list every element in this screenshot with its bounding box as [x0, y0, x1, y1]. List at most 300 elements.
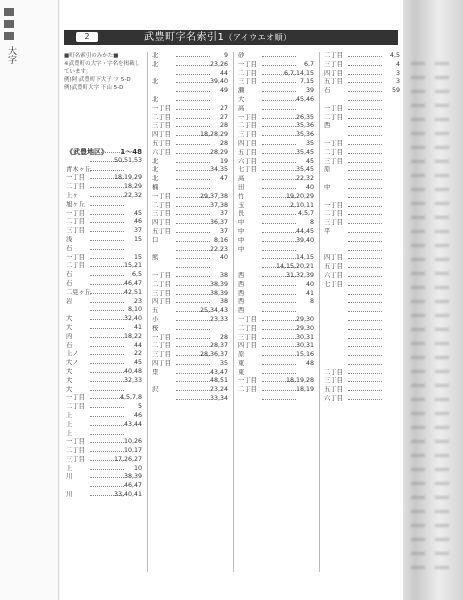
index-entry — [64, 333, 142, 342]
dot-leader — [90, 328, 124, 329]
dot-leader — [176, 232, 210, 233]
entry-pages: 50,51,53 — [113, 156, 142, 164]
index-entry — [322, 386, 400, 395]
dot-leader — [348, 373, 382, 374]
index-entry — [322, 105, 400, 114]
entry-name: 一丁目 — [66, 438, 85, 446]
column-divider — [319, 52, 320, 572]
entry-name: 一丁目 — [238, 315, 257, 323]
entry-pages: 28 — [219, 333, 228, 341]
entry-pages: 39,40 — [295, 236, 314, 244]
entry-name: 中 — [324, 183, 331, 191]
entry-pages: 27 — [219, 113, 228, 121]
dot-leader — [262, 232, 296, 233]
index-entry — [64, 148, 142, 157]
dot-leader — [262, 135, 296, 136]
index-entry — [150, 70, 228, 79]
entry-name: 二丁目 — [238, 386, 257, 394]
entry-name: 三丁目 — [152, 122, 171, 130]
dot-leader — [90, 170, 124, 171]
entry-name: 北 — [152, 175, 159, 183]
dot-leader — [176, 267, 210, 268]
entry-pages: 38,39 — [209, 280, 228, 288]
entry-name: 一丁目 — [66, 209, 85, 217]
entry-pages: 39 — [305, 87, 314, 95]
entry-name: 二丁目 — [238, 69, 257, 77]
entry-name: 二丁目 — [324, 113, 343, 121]
dot-leader — [176, 214, 210, 215]
dot-leader — [176, 170, 210, 171]
entry-pages: 18,28,29 — [199, 131, 228, 139]
dot-leader — [176, 74, 210, 75]
entry-pages: 38 — [219, 298, 228, 306]
entry-pages: 10,26 — [123, 438, 142, 446]
dot-leader — [90, 231, 124, 232]
index-column-3 — [236, 52, 314, 404]
entry-pages: 15 — [133, 235, 142, 243]
column-divider — [147, 52, 148, 572]
entry-name: 長 — [238, 210, 245, 218]
entry-pages: 10 — [133, 464, 142, 472]
entry-pages: 28,37 — [209, 342, 228, 350]
index-entry — [64, 412, 142, 421]
dot-leader — [348, 91, 382, 92]
entry-pages: 37,38 — [209, 201, 228, 209]
index-entry — [322, 377, 400, 386]
dot-leader — [348, 214, 382, 215]
index-entry — [64, 227, 142, 236]
index-entry — [236, 193, 314, 202]
entry-name: 五丁目 — [324, 386, 343, 394]
entry-pages: 17,26,27 — [113, 455, 142, 463]
dot-leader — [262, 338, 296, 339]
entry-name: 一丁目 — [66, 253, 85, 261]
entry-name: 石 — [66, 271, 73, 279]
index-entry — [322, 228, 400, 237]
dot-leader — [348, 197, 382, 198]
entry-name: 上 — [66, 429, 73, 437]
entry-name: 二丁目 — [66, 262, 85, 270]
entry-name: 石 — [66, 244, 73, 252]
entry-name: 北 — [152, 60, 159, 68]
index-entry — [150, 175, 228, 184]
dot-leader — [90, 416, 124, 417]
index-entry — [322, 246, 400, 255]
entry-pages: 29,37,38 — [199, 192, 228, 200]
index-entry — [150, 377, 228, 386]
dot-leader — [90, 222, 124, 223]
index-entry — [150, 61, 228, 70]
entry-name: 三丁目 — [152, 351, 171, 359]
index-entry — [236, 263, 314, 272]
dot-leader — [176, 241, 210, 242]
entry-pages: 23,33 — [209, 315, 228, 323]
index-entry — [236, 122, 314, 131]
dot-leader — [90, 381, 124, 382]
dot-leader — [90, 477, 124, 478]
entry-name: 川 — [66, 473, 73, 481]
index-entry — [322, 140, 400, 149]
entry-name: 中 — [238, 219, 245, 227]
dot-leader — [348, 206, 382, 207]
next-page-edge — [403, 0, 463, 600]
entry-pages: 34,35 — [209, 166, 228, 174]
index-entry — [64, 394, 142, 403]
entry-pages: 2,10,11 — [289, 201, 314, 209]
entry-name: 二見ヶ丘 — [66, 288, 92, 296]
dot-leader — [262, 250, 296, 251]
index-entry — [64, 377, 142, 386]
note-line: 例)阿 武豊町下大子 ツ 5-D — [64, 77, 131, 83]
index-entry — [64, 465, 142, 474]
dot-leader — [90, 354, 124, 355]
dot-leader — [176, 276, 210, 277]
entry-pages: 59 — [391, 87, 400, 95]
dot-leader — [176, 223, 210, 224]
dot-leader — [176, 373, 210, 374]
index-entry — [64, 491, 142, 500]
index-entry — [236, 131, 314, 140]
entry-pages: 14,15,20,21 — [275, 263, 314, 271]
entry-name: 二丁目 — [152, 280, 171, 288]
dot-leader — [348, 355, 382, 356]
entry-name: 西 — [238, 271, 245, 279]
dot-leader — [176, 338, 210, 339]
entry-name: 《武豊地区》 — [66, 148, 108, 156]
index-entry — [322, 281, 400, 290]
entry-pages: 14,15 — [295, 254, 314, 262]
dot-leader — [262, 223, 296, 224]
entry-name: 五丁目 — [324, 78, 343, 86]
entry-pages: 35 — [305, 139, 314, 147]
index-entry — [236, 298, 314, 307]
entry-name: 二丁目 — [66, 447, 85, 455]
index-entry — [150, 87, 228, 96]
entry-name: 大 — [66, 367, 73, 375]
entry-name: 三丁目 — [66, 227, 85, 235]
index-entry — [236, 158, 314, 167]
index-entry — [150, 114, 228, 123]
index-entry — [64, 368, 142, 377]
dot-leader — [90, 434, 124, 435]
index-entry — [150, 184, 228, 193]
index-entry — [322, 78, 400, 87]
index-entry — [150, 237, 228, 246]
index-entry — [150, 131, 228, 140]
index-entry — [236, 316, 314, 325]
dot-leader — [348, 162, 382, 163]
dot-leader — [90, 266, 124, 267]
dot-leader — [176, 285, 210, 286]
entry-pages: 28 — [219, 122, 228, 130]
entry-name: 北 — [152, 78, 159, 86]
dot-leader — [90, 205, 124, 206]
index-entry — [64, 306, 142, 315]
spine-marker — [4, 32, 14, 40]
index-entry — [236, 219, 314, 228]
dot-leader — [262, 311, 296, 312]
index-entry — [322, 334, 400, 343]
entry-pages: 18,19,29 — [113, 174, 142, 182]
entry-pages: 4,5,7 — [297, 210, 314, 218]
entry-name: 桜 — [152, 324, 159, 332]
entry-name: 石 — [324, 87, 331, 95]
entry-name: 四丁目 — [152, 359, 171, 367]
index-entry — [150, 360, 228, 369]
dot-leader — [262, 153, 296, 154]
dot-leader — [348, 188, 382, 189]
dot-leader — [262, 65, 296, 66]
dot-leader — [348, 390, 382, 391]
dot-leader — [176, 109, 210, 110]
note-line: ■町名索引のみかた■ — [64, 53, 119, 59]
dot-leader — [348, 258, 382, 259]
entry-name: 上 — [66, 411, 73, 419]
index-entry — [64, 438, 142, 447]
index-entry — [64, 456, 142, 465]
entry-name: 北 — [152, 52, 159, 59]
index-entry — [64, 174, 142, 183]
dot-leader — [348, 82, 382, 83]
dot-leader — [90, 240, 124, 241]
dot-leader — [176, 399, 210, 400]
entry-name: 五丁目 — [324, 263, 343, 271]
entry-pages: 38,39 — [123, 473, 142, 481]
entry-name: 三丁目 — [324, 60, 343, 68]
dot-leader — [348, 100, 382, 101]
entry-pages: 48 — [305, 359, 314, 367]
entry-name: 一丁目 — [152, 271, 171, 279]
entry-pages: 29,30 — [295, 315, 314, 323]
entry-pages: 19,20,29 — [285, 192, 314, 200]
entry-pages: 44,45 — [295, 227, 314, 235]
index-entry — [64, 482, 142, 491]
dot-leader — [90, 152, 124, 153]
index-entry — [64, 447, 142, 456]
index-entry — [150, 158, 228, 167]
dot-leader — [176, 144, 210, 145]
entry-name: 大 — [66, 315, 73, 323]
dot-leader — [262, 82, 296, 83]
dot-leader — [348, 179, 382, 180]
index-entry — [64, 473, 142, 482]
entry-pages: 25,34,43 — [199, 307, 228, 315]
title-text: 武豊町字名索引1 — [144, 32, 225, 43]
dot-leader — [348, 285, 382, 286]
index-entry — [236, 377, 314, 386]
entry-name: 中 — [238, 227, 245, 235]
entry-pages: 31,32,39 — [285, 271, 314, 279]
dot-leader — [262, 373, 296, 374]
index-entry — [150, 96, 228, 105]
entry-name: 六丁目 — [324, 271, 343, 279]
index-entry — [236, 105, 314, 114]
entry-pages: 8 — [309, 298, 314, 306]
entry-name: 二丁目 — [152, 113, 171, 121]
entry-name: 上 — [66, 464, 73, 472]
dot-leader — [176, 364, 210, 365]
entry-name: 上ノ — [66, 350, 79, 358]
index-entry — [150, 263, 228, 272]
dot-leader — [176, 162, 210, 163]
entry-name: 熊 — [152, 254, 159, 262]
index-entry — [150, 342, 228, 351]
index-entry — [322, 272, 400, 281]
entry-name: 青木ヶ丘 — [66, 165, 92, 173]
entry-pages: 23,24 — [209, 386, 228, 394]
spine-marker — [4, 20, 14, 28]
dot-leader — [176, 250, 210, 251]
entry-name: 六丁目 — [152, 148, 171, 156]
entry-pages: 38,39 — [209, 289, 228, 297]
index-entry — [322, 175, 400, 184]
index-entry — [64, 421, 142, 430]
entry-name: 西 — [324, 122, 331, 130]
entry-name: 三丁目 — [324, 219, 343, 227]
index-entry — [150, 228, 228, 237]
index-entry — [150, 52, 228, 61]
index-entry — [150, 78, 228, 87]
entry-name: 原 — [238, 351, 245, 359]
entry-name: 一丁目 — [238, 60, 257, 68]
entry-pages: 22,23 — [209, 245, 228, 253]
entry-pages: 45 — [133, 359, 142, 367]
entry-pages: 37 — [133, 227, 142, 235]
dot-leader — [262, 214, 296, 215]
entry-name: 竹 — [238, 192, 245, 200]
dot-leader — [176, 320, 210, 321]
entry-name: 五丁目 — [238, 148, 257, 156]
index-entry — [236, 369, 314, 378]
entry-name: 一丁目 — [324, 104, 343, 112]
index-entry — [322, 342, 400, 351]
title-subtitle: （アイウエオ順） — [224, 33, 292, 42]
dot-leader — [262, 56, 296, 57]
index-entry — [64, 430, 142, 439]
page-badge: 2 — [76, 32, 98, 42]
dot-leader — [348, 294, 382, 295]
index-entry — [236, 175, 314, 184]
entry-pages: 28,36,37 — [199, 351, 228, 359]
index-entry — [236, 228, 314, 237]
entry-name: 三丁目 — [152, 210, 171, 218]
page-title — [144, 31, 292, 44]
entry-name: 二丁目 — [324, 368, 343, 376]
entry-pages: 4,5 — [389, 52, 400, 59]
index-entry — [322, 263, 400, 272]
dot-leader — [262, 329, 296, 330]
entry-name: 一丁目 — [152, 192, 171, 200]
entry-name: 四丁目 — [152, 298, 171, 306]
dot-leader — [262, 109, 296, 110]
entry-name: 西 — [238, 289, 245, 297]
dot-leader — [90, 469, 124, 470]
index-entry — [322, 149, 400, 158]
index-entry — [322, 307, 400, 316]
dot-leader — [176, 82, 210, 83]
dot-leader — [176, 381, 210, 382]
entry-pages: 36,37 — [209, 219, 228, 227]
index-column-2 — [150, 52, 228, 404]
index-entry — [236, 395, 314, 404]
entry-pages: 35,45 — [295, 166, 314, 174]
dot-leader — [176, 100, 210, 101]
entry-pages: 45,46 — [295, 95, 314, 103]
index-entry — [322, 395, 400, 404]
entry-pages: 46 — [133, 218, 142, 226]
entry-pages: 9 — [223, 52, 228, 59]
entry-pages: 37 — [219, 227, 228, 235]
dot-leader — [262, 294, 296, 295]
entry-name: 二丁目 — [152, 342, 171, 350]
index-entry — [322, 70, 400, 79]
entry-pages: 18,19 — [295, 386, 314, 394]
dot-leader — [348, 153, 382, 154]
index-entry — [150, 140, 228, 149]
index-entry — [150, 254, 228, 263]
entry-name: 一丁目 — [238, 377, 257, 385]
entry-pages: 28 — [219, 139, 228, 147]
entry-name: 大 — [66, 323, 73, 331]
entry-name: 川 — [66, 491, 73, 499]
dot-leader — [176, 179, 210, 180]
entry-pages: 6,5 — [131, 271, 142, 279]
dot-leader — [90, 398, 124, 399]
index-entry — [322, 131, 400, 140]
index-entry — [64, 271, 142, 280]
notes-block — [64, 52, 142, 92]
index-entry — [322, 219, 400, 228]
dot-leader — [348, 170, 382, 171]
dot-leader — [90, 390, 124, 391]
dot-leader — [262, 346, 296, 347]
page-spine — [0, 0, 59, 600]
entry-name: 岩 — [66, 297, 73, 305]
dot-leader — [348, 250, 382, 251]
dot-leader — [262, 320, 296, 321]
index-entry — [64, 245, 142, 254]
entry-name: 上ヶ — [66, 191, 79, 199]
index-entry — [322, 193, 400, 202]
entry-pages: 40 — [305, 280, 314, 288]
dot-leader — [348, 381, 382, 382]
entry-pages: 47 — [219, 175, 228, 183]
index-entry — [322, 254, 400, 263]
entry-pages: 32,40 — [123, 315, 142, 323]
entry-pages: 33,34 — [209, 395, 228, 403]
dot-leader — [348, 223, 382, 224]
index-entry — [150, 246, 228, 255]
index-entry — [322, 158, 400, 167]
dot-leader — [262, 355, 296, 356]
entry-pages: 22,32 — [123, 191, 142, 199]
entry-name: 北 — [152, 95, 159, 103]
dot-leader — [90, 302, 124, 303]
entry-name: 七丁目 — [238, 166, 257, 174]
note-line: ※武豊町の大字・字名を掲載しています。 — [64, 61, 141, 75]
entry-name: 高 — [238, 104, 245, 112]
dot-leader — [262, 188, 296, 189]
entry-pages: 41 — [133, 323, 142, 331]
dot-leader — [348, 364, 382, 365]
index-entry — [64, 254, 142, 263]
index-entry — [236, 342, 314, 351]
dot-leader — [348, 320, 382, 321]
index-entry — [64, 342, 142, 351]
dot-leader — [90, 187, 124, 188]
dot-leader — [348, 118, 382, 119]
entry-name: 一丁目 — [152, 333, 171, 341]
